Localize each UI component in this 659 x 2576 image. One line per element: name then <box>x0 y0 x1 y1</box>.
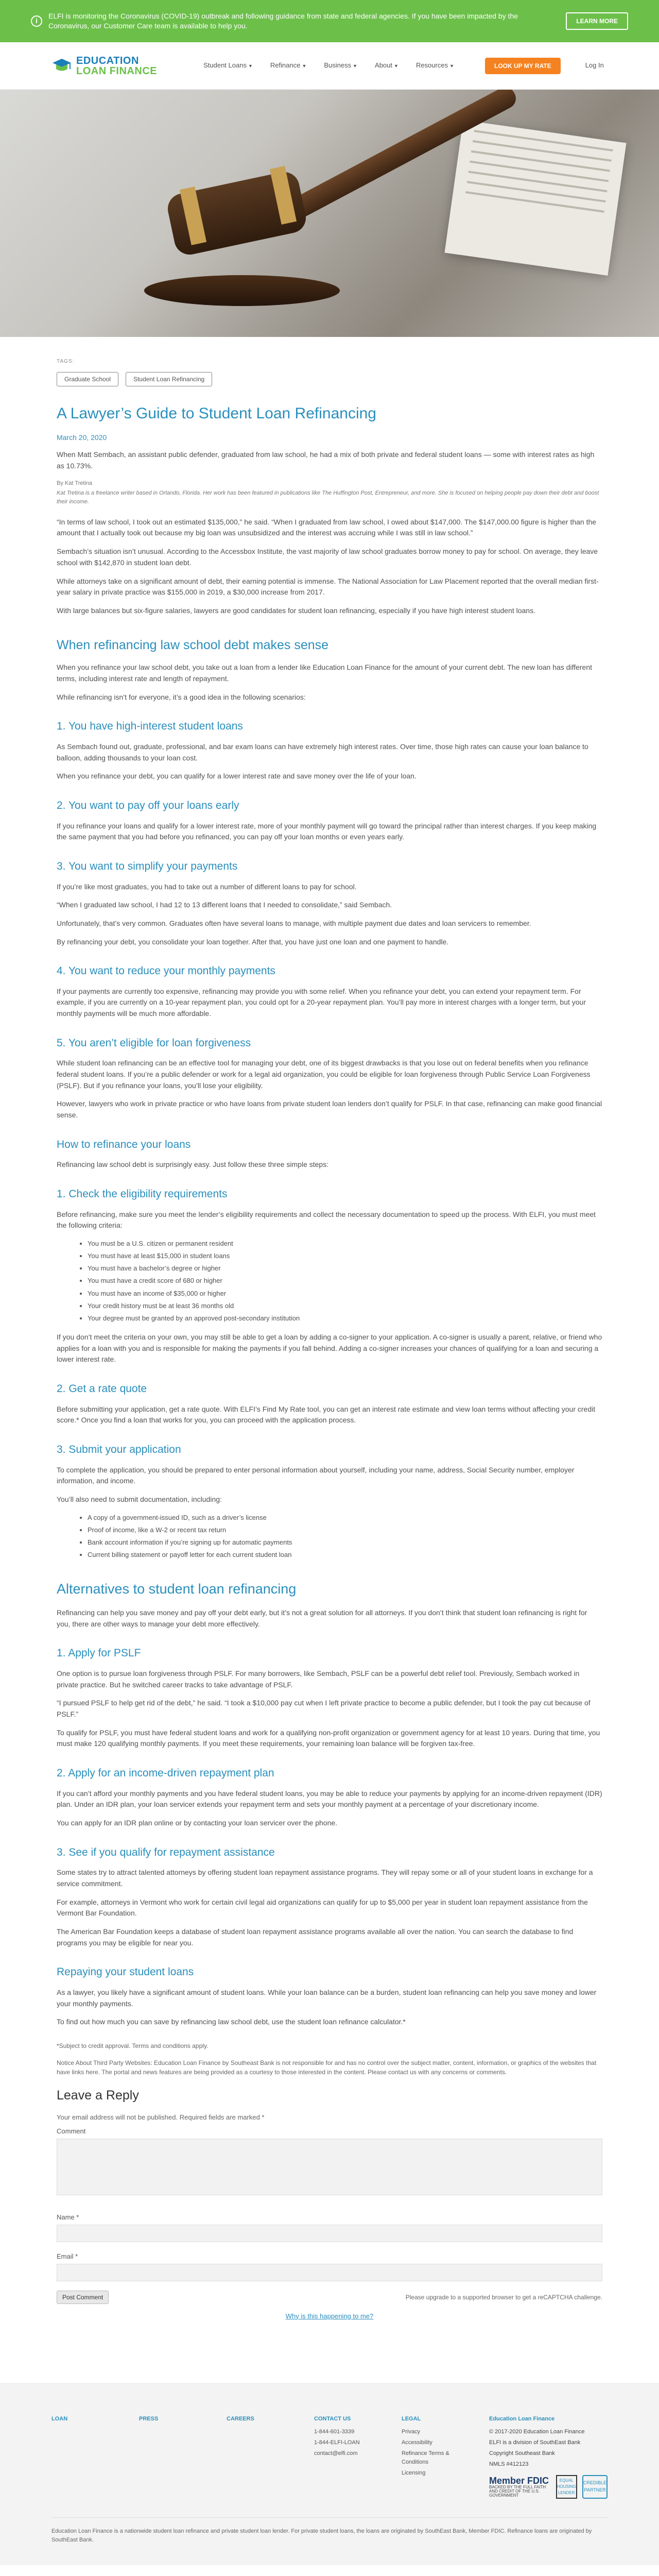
nav-refinance[interactable] <box>270 60 306 71</box>
footer-item[interactable]: Privacy <box>402 2429 421 2435</box>
paragraph: When you refinance your debt, you can qualify for a lower interest rate and save money over the life of your loan. <box>57 772 417 781</box>
tag-student-loan-refinancing[interactable]: Student Loan Refinancing <box>126 372 212 387</box>
post-comment-button[interactable]: Post Comment <box>57 2291 109 2304</box>
info-icon: i <box>31 15 42 27</box>
banner-content <box>31 11 545 31</box>
subsection-heading: 4. You want to reduce your monthly payments <box>57 965 275 977</box>
footer-item[interactable]: contact@elfi.com <box>314 2450 358 2457</box>
footer-item[interactable]: 1-844-601-3339 <box>314 2429 355 2435</box>
nav-label: Refinance <box>270 61 301 70</box>
footer-col-contact <box>314 2415 371 2499</box>
learn-more-button[interactable]: LEARN MORE <box>566 12 628 30</box>
paragraph: If you can’t afford your monthly payments and you have federal student loans, you may be able to reduce your payments by applying for an income-driven repayment (IDR) plan. Under an IDR plan, your loan servicer extends your repayment term and sets your monthly payment at a percentage of your discretionary income. <box>57 1789 602 1809</box>
credible-badge: CREDIBLE PARTNER <box>582 2475 608 2499</box>
required-note: Your email address will not be published. Required fields are marked * <box>57 2113 265 2122</box>
list-item: • Current billing statement or payoff letter for each current student loan <box>88 1550 602 1560</box>
subsection-heading: 3. See if you qualify for repayment assistance <box>57 1846 275 1858</box>
paragraph: “In terms of law school, I took out an estimated $135,000,” he said. “When I graduated from law school, I owed about $147,000. The $147,000.00 figure is higher than the amount that I actually took out because my big loan was unsubsidized and the interest was accruing while I was still in law school.” <box>57 517 597 537</box>
paragraph: Refinancing law school debt is surprisingly easy. Just follow these three simple steps: <box>57 1160 329 1169</box>
comment-label: Comment <box>57 2127 86 2135</box>
company-name: Education Loan Finance <box>489 2415 555 2422</box>
why-link[interactable]: Why is this happening to me? <box>285 2312 374 2320</box>
footer-item[interactable]: 1-844-ELFI-LOAN <box>314 2439 360 2446</box>
list-item: • You must have a bachelor’s degree or higher <box>88 1263 602 1274</box>
paragraph: For example, attorneys in Vermont who work for certain civil legal aid organizations can qualify for up to $5,000 per year in student loan repayment assistance from the Vermont Bar Foundation. <box>57 1897 588 1918</box>
footer-heading[interactable]: PRESS <box>139 2415 159 2422</box>
list-item: • You must have at least $15,000 in student loans <box>88 1251 602 1261</box>
list-item: • You must have an income of $35,000 or higher <box>88 1289 602 1299</box>
footer-col-legal <box>402 2415 458 2499</box>
hero-sound-block <box>144 275 340 306</box>
chevron-down-icon: ▼ <box>394 63 398 69</box>
byline: By Kat Tretina <box>57 480 93 486</box>
paragraph: “I pursued PSLF to help get rid of the debt,” he said. “I took a $10,000 pay cut when I left private practice to become a public defender, but I took the pay cut because of PSLF.” <box>57 1699 591 1718</box>
fdic-logo <box>489 2476 551 2498</box>
list-item: • You must be a U.S. citizen or permanent resident <box>88 1239 602 1249</box>
paragraph: While refinancing isn’t for everyone, it’s a good idea in the following scenarios: <box>57 692 306 701</box>
section-heading: When refinancing law school debt makes sense <box>57 637 329 652</box>
eligibility-list <box>88 1239 602 1324</box>
subsection-heading: 5. You aren’t eligible for loan forgiveness <box>57 1037 251 1049</box>
list-item: • Proof of income, like a W-2 or recent tax return <box>88 1525 602 1535</box>
footer-heading: LEGAL <box>402 2415 421 2422</box>
banner-text: ELFI is monitoring the Coronavirus (COVID-19) outbreak and following guidance from state and federal agencies. If you have been impacted by the Coronavirus, our Customer Care team is available to help you. <box>48 12 518 30</box>
article-intro: When Matt Sembach, an assistant public defender, graduated from law school, he had a mix of both private and federal student loans — some with interest rates as high as 10.73%. <box>57 450 595 470</box>
paragraph: Some states try to attract talented attorneys by offering student loan repayment assistance programs. They will repay some or all of your student loans in exchange for a service commitment. <box>57 1868 593 1888</box>
subsection-heading: How to refinance your loans <box>57 1138 191 1150</box>
nav-label: Business <box>324 61 352 70</box>
nav-business[interactable] <box>324 60 357 71</box>
hero-image-gavel <box>0 90 659 337</box>
graduation-cap-icon <box>51 56 72 76</box>
subsection-heading: Repaying your student loans <box>57 1966 194 1978</box>
company-line: ELFI is a division of SouthEast Bank <box>489 2439 581 2446</box>
footer-item[interactable]: Accessibility <box>402 2439 432 2446</box>
comment-heading: Leave a Reply <box>57 2088 139 2103</box>
nav-student-loans[interactable] <box>203 60 253 71</box>
login-link[interactable]: Log In <box>585 61 604 70</box>
paragraph: The American Bar Foundation keeps a database of student loan repayment assistance programs available all over the nation. You can search the database to find programs you may be eligible for near you. <box>57 1927 574 1947</box>
company-line: NMLS #412123 <box>489 2461 529 2468</box>
footer-heading[interactable]: LOAN <box>51 2415 68 2422</box>
fdic-text: Member FDIC <box>489 2476 549 2486</box>
email-field[interactable] <box>57 2264 602 2281</box>
paragraph: Refinancing can help you save money and pay off your debt early, but it’s not a great solution for all attorneys. If you don’t think that student loan refinancing is right for you, there are other ways to manage your debt more effectively. <box>57 1608 587 1628</box>
article-content <box>57 337 602 2321</box>
article-title: A Lawyer’s Guide to Student Loan Refinancing <box>57 405 376 422</box>
main-nav <box>203 60 454 71</box>
recaptcha-notice: Please upgrade to a supported browser to get a reCAPTCHA challenge. <box>405 2293 602 2301</box>
chevron-down-icon: ▼ <box>302 63 307 69</box>
comment-textarea[interactable] <box>57 2139 602 2195</box>
subsection-heading: 2. Get a rate quote <box>57 1383 147 1395</box>
footer-col-company <box>489 2415 608 2499</box>
paragraph: You’ll also need to submit documentation, including: <box>57 1495 222 1503</box>
email-label: Email * <box>57 2252 78 2260</box>
paragraph: To complete the application, you should be prepared to enter personal information about yourself, including your name, address, Social Security number, employer information, and income. <box>57 1465 575 1485</box>
name-label: Name * <box>57 2213 79 2221</box>
article-date: March 20, 2020 <box>57 433 107 442</box>
paragraph: When you refinance your law school debt, you take out a loan from a lender like Education Loan Finance for the amount of your current debt. The new loan has different terms, including interest rate and length of repayment. <box>57 663 592 683</box>
disclaimer: *Subject to credit approval. Terms and conditions apply. <box>57 2042 209 2049</box>
documentation-list <box>88 1513 602 1561</box>
paragraph: You can apply for an IDR plan online or by contacting your loan servicer over the phone. <box>57 1818 338 1827</box>
tag-list <box>57 372 602 387</box>
paragraph: By refinancing your debt, you consolidate your loan together. After that, you have just one loan and one payment to handle. <box>57 937 449 946</box>
paragraph: However, lawyers who work in private practice or who have loans from private student loan lenders don’t qualify for PSLF. In that case, refinancing can make good financial sense. <box>57 1099 602 1120</box>
company-line: Copyright Southeast Bank <box>489 2450 555 2457</box>
subsection-heading: 2. You want to pay off your loans early <box>57 800 239 812</box>
footer-disclaimer: Education Loan Finance is a nationwide student loan refinance and private student loan lender. For private student loans, the loans are originated by SouthEast Bank, Member FDIC. Refinance loans are originated by SouthEast Bank. <box>51 2517 608 2545</box>
footer-col-careers <box>227 2415 283 2499</box>
chevron-down-icon: ▼ <box>449 63 454 69</box>
subsection-heading: 1. Apply for PSLF <box>57 1647 141 1659</box>
tags-label: TAGS: <box>57 359 75 364</box>
paragraph: If you refinance your loans and qualify for a lower interest rate, more of your monthly payment will go toward the principal rather than interest charges. If you keep making the same payment that you had before you refinanced, you can pay off your loan months or even years early. <box>57 821 597 841</box>
subsection-heading: 3. Submit your application <box>57 1443 181 1455</box>
site-logo[interactable] <box>51 56 157 76</box>
top-navigation <box>0 42 659 90</box>
list-item: • A copy of a government-issued ID, such as a driver’s license <box>88 1513 602 1523</box>
paragraph: With large balances but six-figure salaries, lawyers are good candidates for student loan refinancing, especially if you have high interest student loans. <box>57 606 535 615</box>
covid-banner <box>0 0 659 42</box>
author-bio: Kat Tretina is a freelance writer based in Orlando, Florida. Her work has been featured in publications like The Huffington Post, Entrepreneur, and more. She is focused on helping people pay down their debt and boost their income. <box>57 489 599 505</box>
list-item: • Your credit history must be at least 36 months old <box>88 1301 602 1311</box>
subsection-heading: 1. You have high-interest student loans <box>57 720 243 733</box>
paragraph: As Sembach found out, graduate, professional, and bar exam loans can have extremely high interest rates. Over time, those high rates can cause your loan balance to balloon, adding thousands to your loan cost. <box>57 742 588 762</box>
paragraph: Before submitting your application, get a rate quote. With ELFI’s Find My Rate tool, you can get an interest rate estimate and view loan terms without affecting your credit score.* Once you find a loan that works for you, you can proceed with the application process. <box>57 1404 596 1425</box>
paragraph: If your payments are currently too expensive, refinancing may provide you with some relief. When you refinance your debt, you can extend your repayment term. For example, if you are currently on a 10-year repayment plan, you could opt for a 20-year repayment plan. You’ll pay more in interest charges with a longer term, but your monthly payments will be much more affordable. <box>57 987 586 1018</box>
subsection-heading: 2. Apply for an income-driven repayment plan <box>57 1767 274 1780</box>
footer-col-press <box>139 2415 196 2499</box>
post-row <box>57 2291 602 2304</box>
paragraph: Sembach’s situation isn’t unusual. According to the Accessbox Institute, the vast majority of law school graduates borrow money to pay for school. On average, they leave school with $142,870 in student loan debt. <box>57 547 598 567</box>
nav-label: Resources <box>415 61 448 70</box>
footer-heading: CONTACT US <box>314 2415 351 2422</box>
equal-housing-logo: EQUAL HOUSING LENDER <box>556 2475 577 2499</box>
footer-heading[interactable]: CAREERS <box>227 2415 254 2422</box>
footer-item[interactable]: Refinance Terms & Conditions <box>402 2450 449 2466</box>
chevron-down-icon: ▼ <box>353 63 358 69</box>
subsection-heading: 1. Check the eligibility requirements <box>57 1188 228 1200</box>
nav-about[interactable] <box>375 60 398 71</box>
hero-paper <box>444 120 626 276</box>
logo-line1: EDUCATION <box>76 55 139 66</box>
paragraph: Before refinancing, make sure you meet the lender’s eligibility requirements and collect the necessary documentation to speed up the process. With ELFI, you must meet the following criteria: <box>57 1210 596 1230</box>
site-footer <box>0 2383 659 2565</box>
paragraph: One option is to pursue loan forgiveness through PSLF. For many borrowers, like Sembach, PSLF can be a powerful debt relief tool. Previously, Sembach worked in private practice. But he switched career tracks to take advantage of PSLF. <box>57 1669 580 1689</box>
why-link-wrap <box>57 2311 602 2321</box>
footer-columns <box>51 2415 608 2499</box>
fdic-subtext: BACKED BY THE FULL FAITH AND CREDIT OF THE U.S. GOVERNMENT <box>489 2485 546 2498</box>
paragraph: If you’re like most graduates, you had to take out a number of different loans to pay for school. <box>57 882 357 891</box>
list-item: • Bank account information if you’re signing up for automatic payments <box>88 1537 602 1548</box>
name-field[interactable] <box>57 2225 602 2242</box>
third-party-notice: Notice About Third Party Websites: Education Loan Finance by Southeast Bank is not responsible for and has no control over the subject matter, content, information, or graphics of the websites that have links here. The portal and news features are being provided as a courtesy to those interested in the content. Please contact us with any concerns or comments. <box>57 2059 597 2076</box>
paragraph: “When I graduated law school, I had 12 to 13 different loans that I needed to consolidate,” said Sembach. <box>57 901 392 909</box>
footer-col-loan <box>51 2415 108 2499</box>
section-heading: Alternatives to student loan refinancing <box>57 1581 297 1597</box>
nav-label: About <box>375 61 393 70</box>
list-item: • Your degree must be granted by an approved post-secondary institution <box>88 1313 602 1324</box>
paragraph: As a lawyer, you likely have a significant amount of student loans. While your loan balance can be a burden, student loan refinancing can help you save money and lower your monthly payments. <box>57 1988 597 2008</box>
paragraph: To qualify for PSLF, you must have federal student loans and work for a qualifying non-profit organization or government agency for at least 10 years. During that time, you must make 120 qualifying monthly payments. If you meet these requirements, your remaining loan balance will be forgiven tax-free. <box>57 1728 600 1748</box>
paragraph: While attorneys take on a significant amount of debt, their earning potential is immense. The National Association for Law Placement reported that the overall median first-year salary in private practice was $155,000 in 2019, a $30,000 increase from 2017. <box>57 577 599 597</box>
company-line: © 2017-2020 Education Loan Finance <box>489 2429 585 2435</box>
tag-graduate-school[interactable]: Graduate School <box>57 372 118 387</box>
footer-logos <box>489 2475 608 2499</box>
logo-line2: LOAN FINANCE <box>76 65 158 77</box>
nav-resources[interactable] <box>416 60 454 71</box>
list-item: • You must have a credit score of 680 or higher <box>88 1276 602 1286</box>
paragraph: While student loan refinancing can be an effective tool for managing your debt, one of its biggest drawbacks is that you lose out on federal benefits when you refinance federal student loans. If you’re a public defender or work for a legal aid organization, you could be eligible for loan forgiveness through Public Service Loan Forgiveness (PSLF). But if you refinance your loans, you’ll lose your eligibility. <box>57 1059 591 1090</box>
logo-text <box>76 56 157 76</box>
paragraph: To find out how much you can save by refinancing law school debt, use the student loan refinance calculator.* <box>57 2018 406 2026</box>
paragraph: Unfortunately, that’s very common. Graduates often have several loans to manage, with multiple payment due dates and loan servicers to remember. <box>57 919 531 927</box>
chevron-down-icon: ▼ <box>248 63 253 69</box>
comment-form <box>57 2086 602 2321</box>
nav-label: Student Loans <box>203 61 247 70</box>
paragraph: If you don’t meet the criteria on your own, you may still be able to get a loan by adding a co-signer to your application. A co-signer is usually a parent, relative, or friend who applies for a loan with you and is responsible for making the payments if you fall behind. Adding a co-signer increases your chances of qualifying for a loan and securing a lower interest rate. <box>57 1332 602 1364</box>
footer-item[interactable]: Licensing <box>402 2470 426 2477</box>
look-up-rate-button[interactable]: LOOK UP MY RATE <box>485 58 561 74</box>
subsection-heading: 3. You want to simplify your payments <box>57 860 238 872</box>
